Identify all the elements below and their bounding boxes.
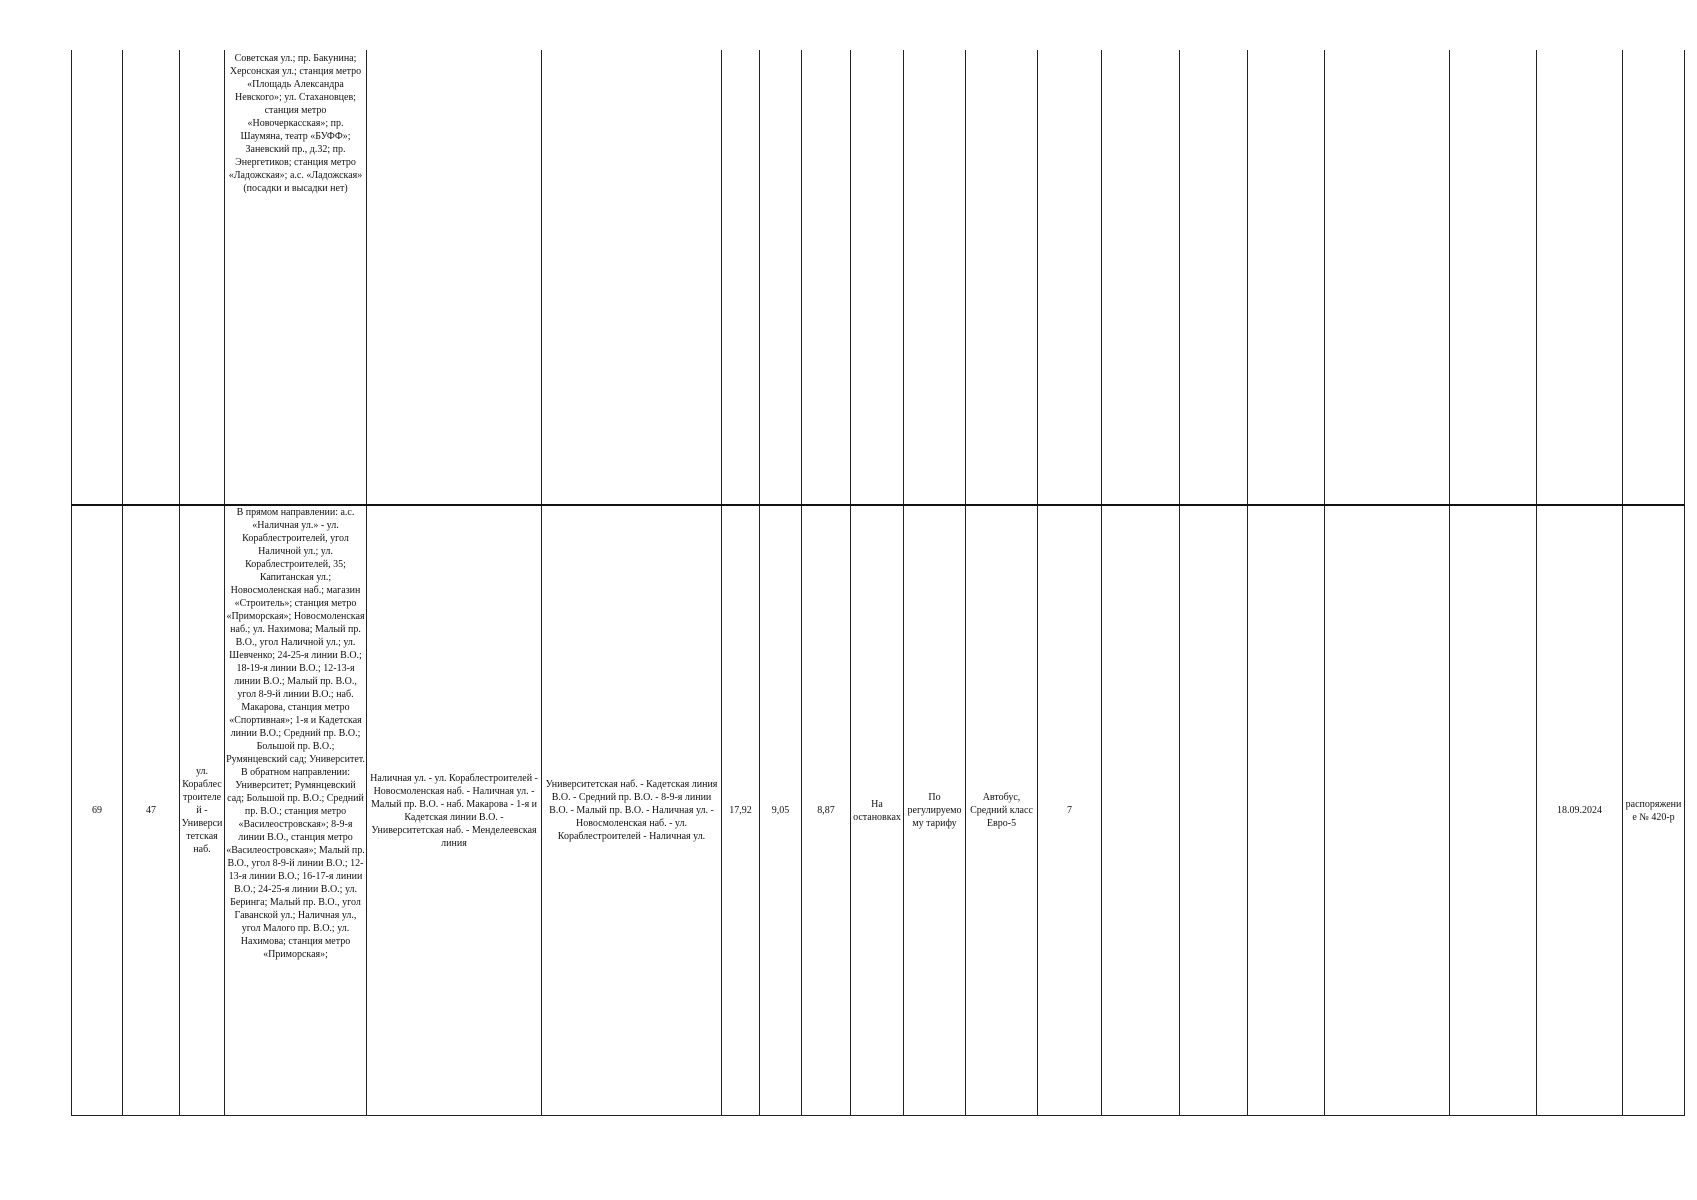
cell-empty-c [1248, 505, 1325, 1116]
route-name: ул. Кораблестроителей - Университетская наб. [181, 766, 223, 855]
cell-streets-backward [542, 50, 722, 505]
streets-backward: Университетская наб. - Кадетская линия В.О. - Средний пр. В.О. - 8-9-я линии В.О. - Малый пр. В.О. - Наличная ул. - Новосмоленская наб. - ул. Кораблестроителей - Наличная ул. [545, 779, 718, 842]
cell-empty-b [1180, 505, 1248, 1116]
cell-streets-forward [367, 505, 542, 1116]
cell-empty-a [1102, 505, 1180, 1116]
cell-length-backward [802, 505, 851, 1116]
cell-tariff-type [904, 505, 966, 1116]
cell-route-name [180, 505, 225, 1116]
cell-length-total [722, 505, 760, 1116]
tariff-type: По регулируемому тарифу [907, 792, 962, 829]
cell-length-forward [760, 50, 802, 505]
cell-reg-number [72, 505, 123, 1116]
cell-empty-c [1248, 50, 1325, 505]
cell-length-backward [802, 50, 851, 505]
cell-order-info [1623, 505, 1685, 1116]
cell-start-date [1537, 505, 1623, 1116]
cell-order-info [1623, 50, 1685, 505]
start-date: 18.09.2024 [1557, 805, 1602, 816]
cell-length-total [722, 50, 760, 505]
cell-length-forward [760, 505, 802, 1116]
cell-route-name [180, 50, 225, 505]
cell-empty-b [1180, 50, 1248, 505]
cell-empty-a [1102, 50, 1180, 505]
length-forward: 9,05 [771, 805, 790, 816]
route-number: 47 [146, 805, 156, 816]
table-row-route-47 [72, 505, 1685, 1116]
reg-number: 69 [92, 805, 102, 816]
cell-vehicle-info [966, 50, 1038, 505]
cell-tariff-type [904, 50, 966, 505]
cell-stops [225, 50, 367, 505]
vehicle-info: Автобус, Средний класс Евро-5 [970, 792, 1033, 829]
table-row-continued [72, 50, 1685, 505]
length-backward: 8,87 [817, 805, 835, 816]
order-info: распоряжение № 420-р [1625, 798, 1682, 823]
cell-empty-e [1450, 505, 1537, 1116]
cell-stop-order [851, 505, 904, 1116]
cell-route-number [123, 50, 180, 505]
cell-empty-d [1325, 505, 1450, 1116]
cell-start-date [1537, 50, 1623, 505]
route-registry-table [71, 50, 1685, 1116]
cell-route-number [123, 505, 180, 1116]
cell-empty-d [1325, 50, 1450, 505]
cell-stop-order [851, 50, 904, 505]
streets-forward: Наличная ул. - ул. Кораблестроителей - Новосмоленская наб. - Наличная ул. - Малый пр. В.О. - наб. Макарова - 1-я и Кадетская линии В.О. - Университетская наб. - Менделеевская линия [370, 772, 538, 849]
cell-streets-forward [367, 50, 542, 505]
cell-streets-backward [542, 505, 722, 1116]
stop-order: На остановках [853, 798, 901, 823]
vehicle-count: 7 [1067, 805, 1072, 816]
cell-vehicle-count [1038, 50, 1102, 505]
cell-vehicle-info [966, 505, 1038, 1116]
cell-vehicle-count [1038, 505, 1102, 1116]
stops-text: В прямом направлении: а.с. «Наличная ул.» - ул. Кораблестроителей, угол Наличной ул.; ул. Кораблестроителей, 35; Капитанская ул.; Новосмоленская наб.; магазин «Строитель»; станция метро «Приморская»; Новосмоленская наб.; ул. Нахимова; Малый пр. В.О., угол Наличной ул.; ул. Шевченко; 24-25-я линии В.О.; 18-19-я линии В.О.; 12-13-я линии В.О.; Малый пр. В.О., угол 8-9-й линии В.О.; наб. Макарова, станция метро «Спортивная»; 1-я и Кадетская линии В.О.; Средний пр. В.О.; Большой пр. В.О.; Румянцевский сад; Университет. В обратном направлении: Университет; Румянцевский сад; Большой пр. В.О.; Средний пр. В.О.; станция метро «Василеостровская»; 8-9-я линии В.О., станция метро «Василеостровская»; Малый пр. В.О., угол 8-9-й линии В.О.; 12-13-я линии В.О.; 16-17-я линии В.О.; 24-25-я линии В.О.; ул. Беринга; Малый пр. В.О., угол Гаванской ул.; Наличная ул., угол Малого пр. В.О.; ул. Нахимова; станция метро «Приморская»; [226, 507, 365, 960]
length-total: 17,92 [729, 805, 752, 816]
cell-reg-number [72, 50, 123, 505]
stops-text-continued: Советская ул.; пр. Бакунина; Херсонская ул.; станция метро «Площадь Александра Невского»; ул. Стахановцев; станция метро «Новочеркасская»; пр. Шаумяна, театр «БУФФ»; Заневский пр., д.32; пр. Энергетиков; станция метро «Ладожская»; а.с. «Ладожская» (посадки и высадки нет) [228, 53, 363, 194]
cell-stops [225, 505, 367, 1116]
cell-empty-e [1450, 50, 1537, 505]
